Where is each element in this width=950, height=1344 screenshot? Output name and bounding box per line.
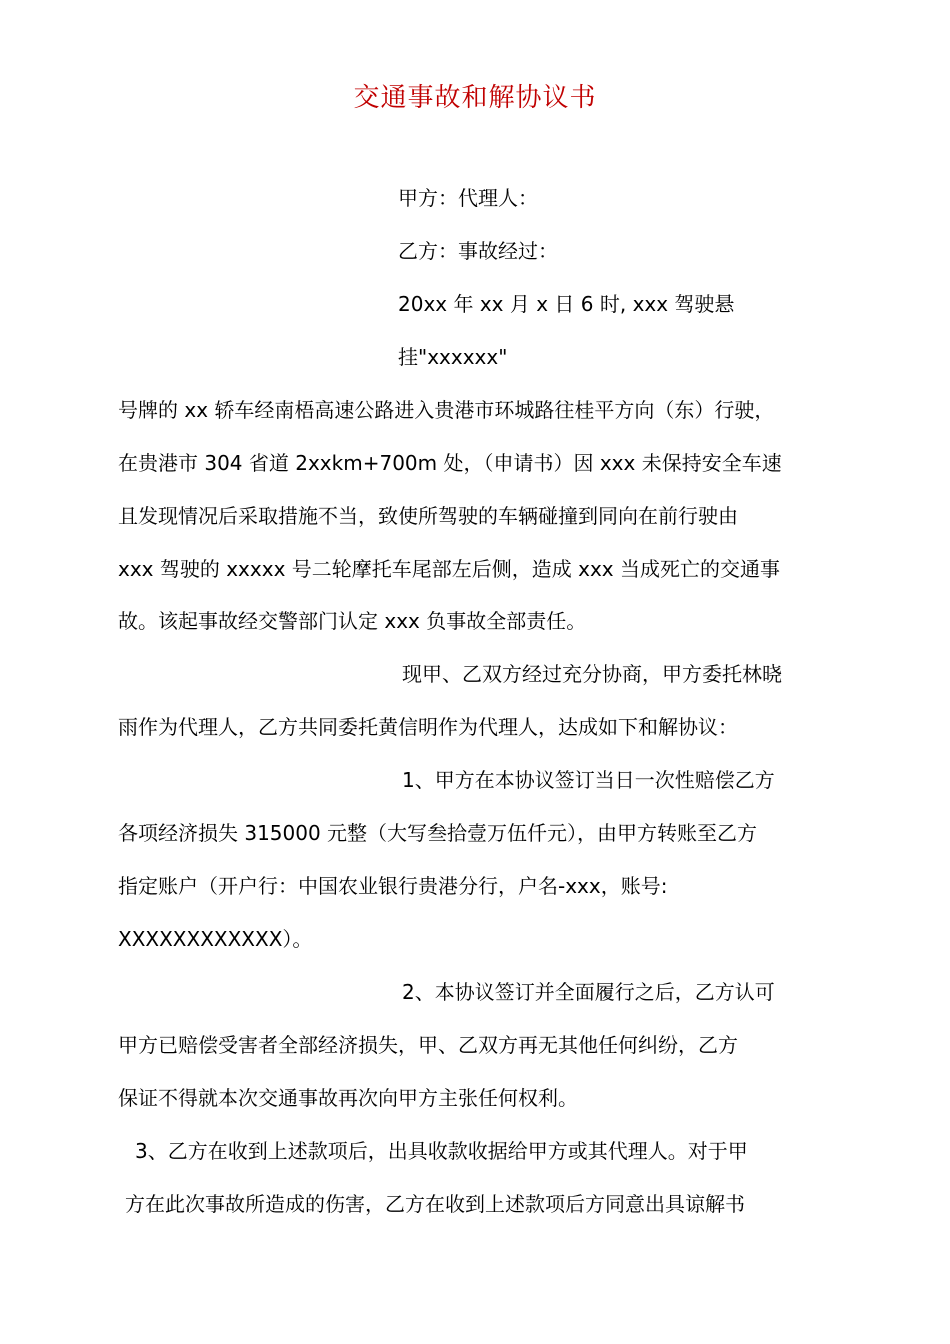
clause-1-line: 1、甲方在本协议签订当日一次性赔偿乙方 <box>402 768 775 792</box>
party-a-line: 甲方：代理人： <box>398 186 538 210</box>
paragraph-line: 20xx 年 xx 月 x 日 6 时, xxx 驾驶悬 <box>398 292 735 316</box>
clause-2-line: 保证不得就本次交通事故再次向甲方主张任何权利。 <box>118 1086 578 1110</box>
clause-1-line: 指定账户（开户行：中国农业银行贵港分行，户名-xxx，账号: <box>118 874 668 898</box>
clause-1-line: 各项经济损失 315000 元整（大写叁拾壹万伍仟元），由甲方转账至乙方 <box>118 821 758 845</box>
clause-1-line: XXXXXXXXXXXX）。 <box>118 927 313 951</box>
paragraph-line: 雨作为代理人，乙方共同委托黄信明作为代理人，达成如下和解协议： <box>118 715 738 739</box>
paragraph-line: 在贵港市 304 省道 2xxkm+700m 处，（申请书）因 xxx 未保持安全车速 <box>118 451 782 475</box>
clause-3-line: 方在此次事故所造成的伤害，乙方在收到上述款项后方同意出具谅解书 <box>125 1192 745 1216</box>
clause-3-line: 3、乙方在收到上述款项后，出具收款收据给甲方或其代理人。对于甲 <box>135 1139 748 1163</box>
paragraph-line: 故。该起事故经交警部门认定 xxx 负事故全部责任。 <box>118 609 587 633</box>
party-b-line: 乙方：事故经过： <box>398 239 558 263</box>
paragraph-line: 挂"xxxxxx" <box>398 345 508 369</box>
paragraph-line: 且发现情况后采取措施不当，致使所驾驶的车辆碰撞到同向在前行驶由 <box>118 504 738 528</box>
paragraph-line: 号牌的 xx 轿车经南梧高速公路进入贵港市环城路往桂平方向（东）行驶， <box>118 398 775 422</box>
clause-2-line: 甲方已赔偿受害者全部经济损失，甲、乙双方再无其他任何纠纷，乙方 <box>118 1033 738 1057</box>
clause-2-line: 2、本协议签订并全面履行之后，乙方认可 <box>402 980 775 1004</box>
paragraph-line: xxx 驾驶的 xxxxx 号二轮摩托车尾部左后侧，造成 xxx 当成死亡的交通事 <box>118 557 780 581</box>
document-title: 交通事故和解协议书 <box>353 83 597 113</box>
paragraph-line: 现甲、乙双方经过充分协商，甲方委托林晓 <box>402 662 782 686</box>
